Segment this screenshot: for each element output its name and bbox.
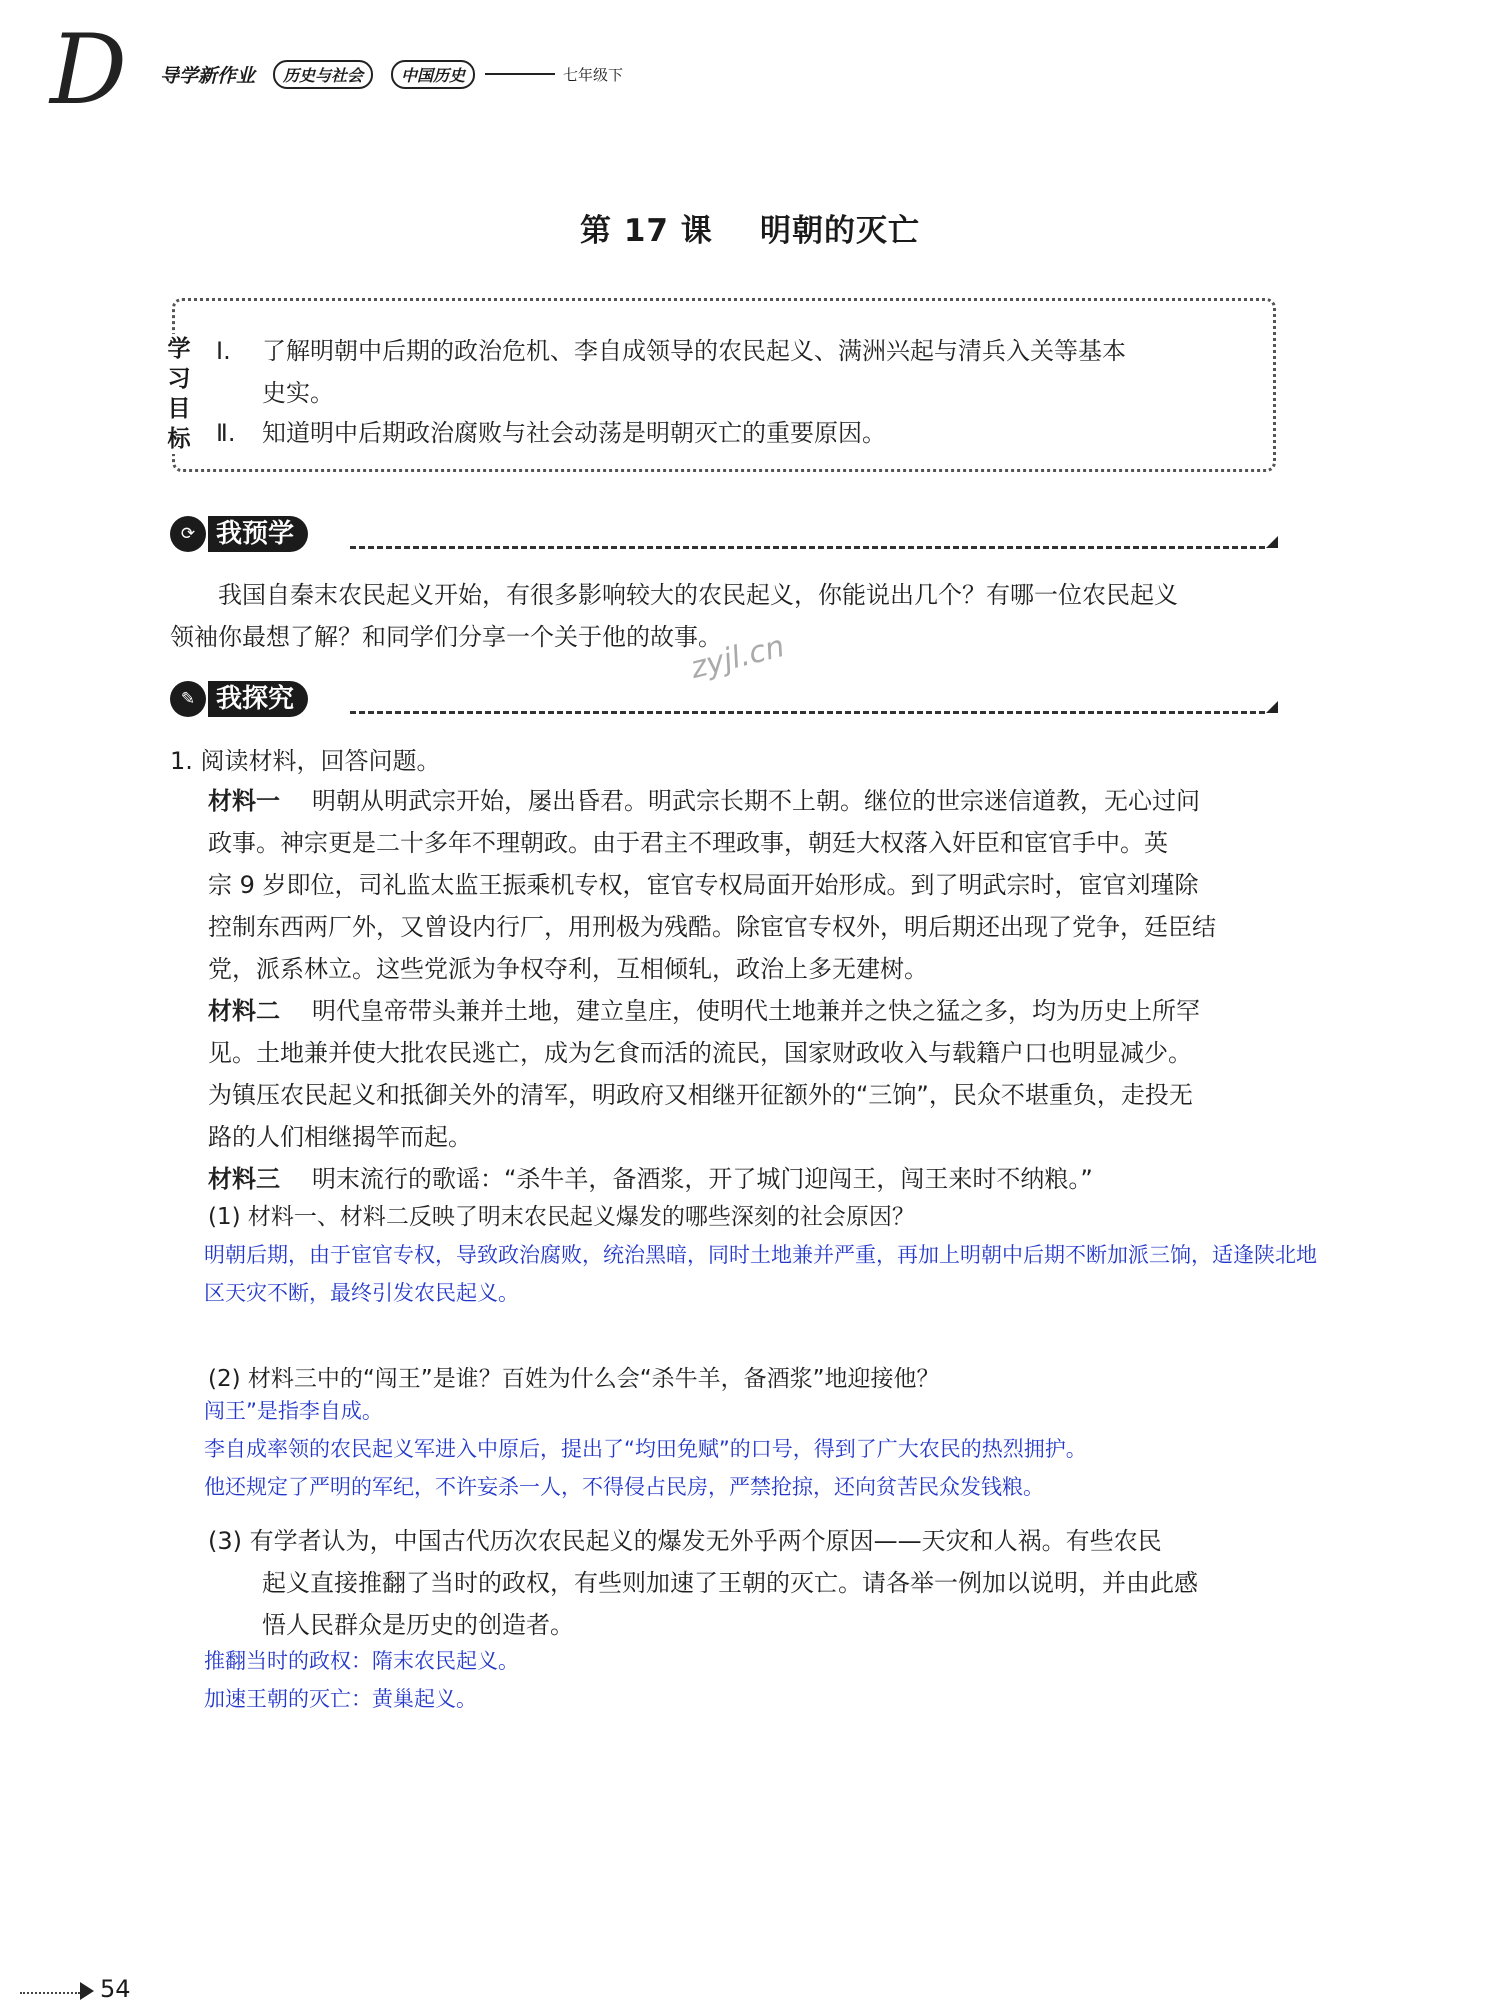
material-1-line: 宗 9 岁即位，司礼监太监王振乘机专权，宦官专权局面开始形成。到了明武宗时，宦官刘瑾除 <box>208 871 1199 899</box>
preview-text: 领袖你最想了解？和同学们分享一个关于他的故事。 <box>170 623 722 651</box>
section-divider <box>350 711 1265 714</box>
goal-text: 了解明朝中后期的政治危机、李自成领导的农民起义、满洲兴起与清兵入关等基本 <box>262 337 1126 365</box>
material-2-label: 材料二 <box>208 997 280 1025</box>
question-1-prompt: 1. 阅读材料，回答问题。 <box>170 747 441 775</box>
material-1-line: 控制东西两厂外，又曾设内行厂，用刑极为残酷。除宦官专权外，明后期还出现了党争，廷臣结 <box>208 913 1216 941</box>
sub-question-3-line: 起义直接推翻了当时的政权，有些则加速了王朝的灭亡。请各举一例加以说明，并由此感 <box>262 1569 1198 1597</box>
goals-label-char: 目 <box>167 396 191 422</box>
sub-question-2: (2) 材料三中的“闯王”是谁？百姓为什么会“杀牛羊，备酒浆”地迎接他？ <box>208 1366 940 1392</box>
material-1-line: 党，派系林立。这些党派为争权夺利，互相倾轧，政治上多无建树。 <box>208 955 928 983</box>
answer-2-line: 李自成率领的农民起义军进入中原后，提出了“均田免赋”的口号，得到了广大农民的热烈拥护。 <box>204 1437 1087 1461</box>
preview-icon: ⟳ <box>170 516 206 552</box>
material-1-line: 明朝从明武宗开始，屡出昏君。明武宗长期不上朝。继位的世宗迷信道教，无心过问 <box>312 787 1200 815</box>
answer-3-line: 加速王朝的灭亡：黄巢起义。 <box>204 1687 477 1711</box>
section-preview-heading <box>170 515 308 553</box>
goals-label-char: 习 <box>167 366 191 392</box>
footer-dots <box>20 1992 80 1994</box>
series-logo-letter: D <box>50 14 127 126</box>
goal-text: 史实。 <box>262 379 334 407</box>
goal-number: Ⅰ. <box>216 337 231 365</box>
material-3-text: 明末流行的歌谣：“杀牛羊，备酒浆，开了城门迎闯王，闯王来时不纳粮。” <box>312 1165 1093 1193</box>
section-explore-title: 我探究 <box>208 681 308 717</box>
page-number: 54 <box>100 1975 131 2003</box>
material-2-line: 为镇压农民起义和抵御关外的清军，明政府又相继开征额外的“三饷”，民众不堪重负，走投无 <box>208 1081 1193 1109</box>
running-header <box>160 56 623 92</box>
sub-question-3-line: 悟人民群众是历史的创造者。 <box>262 1611 574 1639</box>
material-2-line: 见。土地兼并使大批农民逃亡，成为乞食而活的流民，国家财政收入与载籍户口也明显减少。 <box>208 1039 1192 1067</box>
section-end-mark <box>1266 536 1278 548</box>
grade-label: 七年级下 <box>563 65 624 84</box>
material-1-line: 政事。神宗更是二十多年不理朝政。由于君主不理政事，朝廷大权落入奸臣和宦官手中。英 <box>208 829 1168 857</box>
sub-question-1: (1) 材料一、材料二反映了明末农民起义爆发的哪些深刻的社会原因？ <box>208 1204 915 1230</box>
goals-label-char: 学 <box>167 336 191 362</box>
answer-2-line: 他还规定了严明的军纪，不许妄杀一人，不得侵占民房，严禁抢掠，还向贫苦民众发钱粮。 <box>204 1475 1044 1499</box>
section-end-mark <box>1266 701 1278 713</box>
material-2-line: 明代皇帝带头兼并土地，建立皇庄，使明代土地兼并之快之猛之多，均为历史上所罕 <box>312 997 1200 1025</box>
answer-2-line: 闯王”是指李自成。 <box>204 1399 383 1423</box>
page-arrow-icon <box>80 1982 94 2000</box>
lesson-title: 第 17 课 明朝的灭亡 <box>580 213 920 249</box>
goals-label-char: 标 <box>167 426 191 452</box>
answer-1-line: 明朝后期，由于宦官专权，导致政治腐败，统治黑暗，同时土地兼并严重，再加上明朝中后期不断加派三饷，适逢陕北地 <box>204 1243 1317 1267</box>
material-3-label: 材料三 <box>208 1165 280 1193</box>
goal-text: 知道明中后期政治腐败与社会动荡是明朝灭亡的重要原因。 <box>262 419 886 447</box>
answer-3-line: 推翻当时的政权：隋末农民起义。 <box>204 1649 519 1673</box>
section-divider <box>350 546 1265 549</box>
material-2-line: 路的人们相继揭竿而起。 <box>208 1123 472 1151</box>
series-name: 导学新作业 <box>160 64 256 87</box>
subject-name: 历史与社会 <box>273 60 373 89</box>
watermark: zyjl.cn <box>687 629 789 686</box>
book-name: 中国历史 <box>391 60 475 89</box>
header-dash <box>485 73 555 75</box>
material-1-label: 材料一 <box>208 787 280 815</box>
explore-icon: ✎ <box>170 681 206 717</box>
preview-text: 我国自秦末农民起义开始，有很多影响较大的农民起义，你能说出几个？有哪一位农民起义 <box>218 581 1178 609</box>
learning-goals-label <box>164 334 194 454</box>
goal-number: Ⅱ. <box>216 419 236 447</box>
section-preview-title: 我预学 <box>208 516 308 552</box>
answer-1-line: 区天灾不断，最终引发农民起义。 <box>204 1281 519 1305</box>
section-explore-heading <box>170 680 308 718</box>
sub-question-3-line: (3) 有学者认为，中国古代历次农民起义的爆发无外乎两个原因——天灾和人祸。有些农民 <box>208 1527 1162 1555</box>
